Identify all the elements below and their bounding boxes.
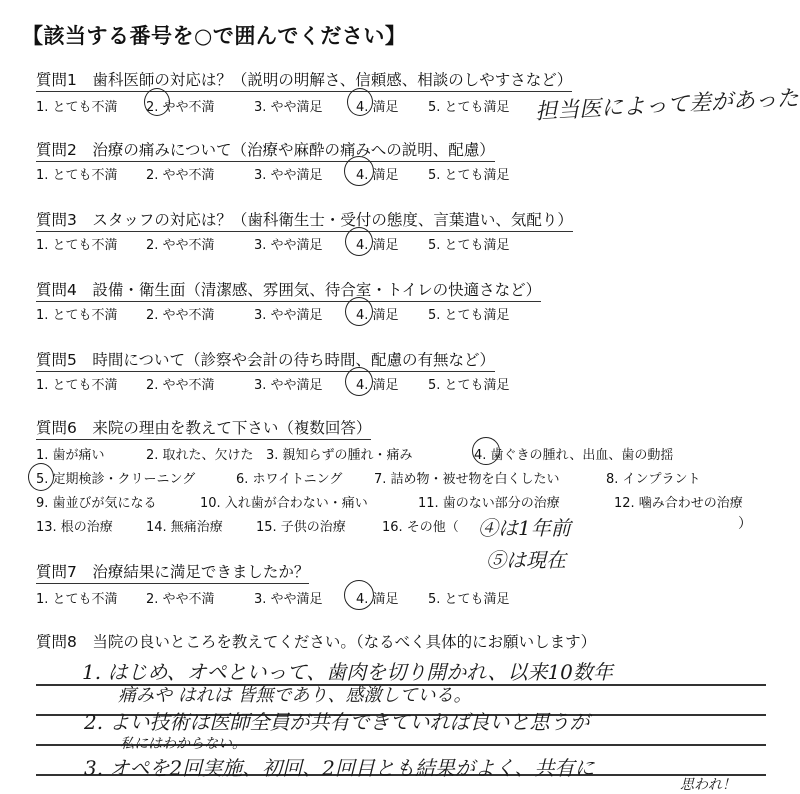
q6-item-2[interactable]: 2. 取れた、欠けた (146, 448, 254, 463)
q1-option-1[interactable]: 1. とても不満 (36, 100, 118, 115)
q1-option-3[interactable]: 3. やや満足 (254, 100, 323, 115)
q6-handwritten-note-2: ⑤は現在 (486, 548, 566, 572)
question-2-title: 質問2 治療の痛みについて（治療や麻酔の痛みへの説明、配慮） (36, 138, 495, 162)
question-6-title: 質問6 来院の理由を教えて下さい（複数回答） (36, 416, 371, 440)
q5-option-2[interactable]: 2. やや不満 (146, 378, 215, 393)
q8-answer-line-5: 3. オペを2回実施、初回、2回目とも結果がよく、共有に (84, 756, 595, 780)
q3-option-5[interactable]: 5. とても満足 (428, 238, 510, 253)
q8-answer-line-2: 痛みや はれは 皆無であり、感激している。 (118, 685, 472, 706)
q4-option-2[interactable]: 2. やや不満 (146, 308, 215, 323)
q6-item-10[interactable]: 10. 入れ歯が合わない・痛い (200, 496, 368, 511)
q1-option-2[interactable]: 2. やや不満 (146, 100, 215, 115)
q6-item-4[interactable]: 4. 歯ぐきの腫れ、出血、歯の動揺 (474, 448, 674, 463)
q3-option-1[interactable]: 1. とても不満 (36, 238, 118, 253)
q7-option-5[interactable]: 5. とても満足 (428, 592, 510, 607)
q2-option-3[interactable]: 3. やや満足 (254, 168, 323, 183)
q3-option-4[interactable]: 4. 満足 (356, 238, 399, 253)
q6-item-15[interactable]: 15. 子供の治療 (256, 520, 346, 535)
q5-option-4[interactable]: 4. 満足 (356, 378, 399, 393)
q6-item-1[interactable]: 1. 歯が痛い (36, 448, 105, 463)
q5-option-5[interactable]: 5. とても満足 (428, 378, 510, 393)
q7-option-4[interactable]: 4. 満足 (356, 592, 399, 607)
q3-option-2[interactable]: 2. やや不満 (146, 238, 215, 253)
question-3-title: 質問3 スタッフの対応は？（歯科衛生士・受付の態度、言葉遣い、気配り） (36, 208, 573, 232)
q6-item-13[interactable]: 13. 根の治療 (36, 520, 113, 535)
q4-option-5[interactable]: 5. とても満足 (428, 308, 510, 323)
q6-handwritten-note-1: ④は1年前 (478, 516, 571, 540)
q5-option-1[interactable]: 1. とても不満 (36, 378, 118, 393)
q4-option-4[interactable]: 4. 満足 (356, 308, 399, 323)
q2-option-4[interactable]: 4. 満足 (356, 168, 399, 183)
q8-answer-line-3: 2. よい技術は医師全員が共有できていれば良いと思うが (84, 710, 590, 734)
q6-item-11[interactable]: 11. 歯のない部分の治療 (418, 496, 560, 511)
q8-answer-line-1: 1. はじめ、オペといって、歯肉を切り開かれ、以来10数年 (82, 660, 613, 684)
question-8-title: 質問8 当院の良いところを教えてください。（なるべく具体的にお願いします） (36, 633, 597, 651)
q6-item-16[interactable]: 16. その他（ (382, 520, 459, 535)
q6-other-close-paren: ） (738, 516, 752, 532)
page-title: 【該当する番号を○で囲んでください】 (22, 24, 407, 48)
q6-item-7[interactable]: 7. 詰め物・被せ物を白くしたい (374, 472, 560, 487)
q7-option-3[interactable]: 3. やや満足 (254, 592, 323, 607)
q4-option-3[interactable]: 3. やや満足 (254, 308, 323, 323)
q1-option-4[interactable]: 4. 満足 (356, 100, 399, 115)
question-7-title: 質問7 治療結果に満足できましたか？ (36, 560, 309, 584)
q1-handwritten-note: 担当医によって差があった (534, 86, 800, 125)
q6-item-6[interactable]: 6. ホワイトニング (236, 472, 343, 487)
question-1-title: 質問1 歯科医師の対応は？（説明の明解さ、信頼感、相談のしやすさなど） (36, 68, 572, 92)
q6-item-3[interactable]: 3. 親知らずの腫れ・痛み (266, 448, 413, 463)
q2-option-1[interactable]: 1. とても不満 (36, 168, 118, 183)
q6-item-12[interactable]: 12. 噛み合わせの治療 (614, 496, 743, 511)
q2-option-2[interactable]: 2. やや不満 (146, 168, 215, 183)
q6-item-5[interactable]: 5. 定期検診・クリーニング (36, 472, 196, 487)
q3-option-3[interactable]: 3. やや満足 (254, 238, 323, 253)
q6-item-9[interactable]: 9. 歯並びが気になる (36, 496, 157, 511)
q1-option-5[interactable]: 5. とても満足 (428, 100, 510, 115)
q4-option-1[interactable]: 1. とても不満 (36, 308, 118, 323)
q5-option-3[interactable]: 3. やや満足 (254, 378, 323, 393)
q7-option-2[interactable]: 2. やや不満 (146, 592, 215, 607)
q8-answer-line-4: 私にはわからない。 (120, 736, 246, 752)
q6-item-8[interactable]: 8. インプラント (606, 472, 701, 487)
q6-item-14[interactable]: 14. 無痛治療 (146, 520, 223, 535)
q7-option-1[interactable]: 1. とても不満 (36, 592, 118, 607)
q2-option-5[interactable]: 5. とても満足 (428, 168, 510, 183)
question-5-title: 質問5 時間について（診察や会計の待ち時間、配慮の有無など） (36, 348, 495, 372)
question-4-title: 質問4 設備・衛生面（清潔感、雰囲気、待合室・トイレの快適さなど） (36, 278, 541, 302)
q8-answer-line-6: 思われ！ (680, 777, 736, 793)
